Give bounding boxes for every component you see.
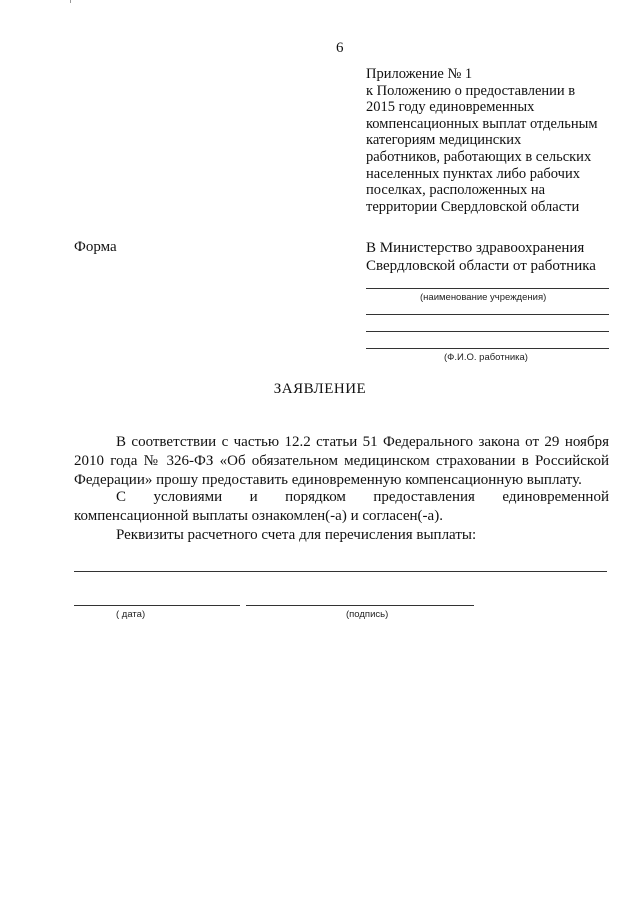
signature-caption: (подпись) <box>346 609 389 620</box>
appendix-line: населенных пунктах либо рабочих <box>366 165 580 182</box>
date-caption: ( дата) <box>116 609 146 620</box>
employee-caption: (Ф.И.О. работника) <box>444 352 528 363</box>
paragraph-2-line-1: С условиями и порядком предоставления единовременной <box>116 489 609 505</box>
bank-details-field-line[interactable] <box>74 571 607 572</box>
form-label: Форма <box>74 239 117 255</box>
appendix-line: компенсационных выплат отдельным <box>366 115 598 132</box>
appendix-line: поселках, расположенных на <box>366 182 546 199</box>
paragraph-1-line-1: В соответствии с частью 12.2 статьи 51 Федерального закона от 29 ноября <box>116 434 609 450</box>
date-field-line[interactable] <box>74 605 240 606</box>
institution-caption: (наименование учреждения) <box>420 292 547 303</box>
appendix-line: 2015 году единовременных <box>366 99 535 116</box>
employee-field-line-2[interactable] <box>366 348 609 349</box>
addressee-line-2: Свердловской области от работника <box>366 258 596 274</box>
paragraph-1-line-3: Федерации» прошу предоставить единовременную компенсационную выплату. <box>74 472 582 488</box>
appendix-line: территории Свердловской области <box>366 198 580 215</box>
document-title: ЗАЯВЛЕНИЕ <box>273 381 367 397</box>
paragraph-1 <box>74 433 609 490</box>
paragraph-2 <box>74 488 609 526</box>
appendix-line: Приложение № 1 <box>366 66 473 82</box>
scan-mark <box>70 0 71 3</box>
appendix-block <box>366 66 616 215</box>
addressee-line-1: В Министерство здравоохранения <box>366 240 585 256</box>
employee-field-line-1[interactable] <box>366 331 609 332</box>
institution-field-line[interactable] <box>366 288 609 289</box>
signature-field-line[interactable] <box>246 605 474 606</box>
institution-field-line-2[interactable] <box>366 314 609 315</box>
paragraph-3: Реквизиты расчетного счета для перечисления выплаты: <box>116 527 477 543</box>
page-number: 6 <box>336 40 344 56</box>
paragraph-1-line-2: 2010 года № 326-ФЗ «Об обязательном медицинском страховании в Российской <box>74 453 609 469</box>
appendix-line: категориям медицинских <box>366 132 522 149</box>
appendix-line: к Положению о предоставлении в <box>366 82 576 99</box>
paragraph-2-line-2: компенсационной выплаты ознакомлен(-а) и согласен(-а). <box>74 508 443 524</box>
appendix-line: работников, работающих в сельских <box>366 148 592 165</box>
addressee-block <box>366 239 596 275</box>
